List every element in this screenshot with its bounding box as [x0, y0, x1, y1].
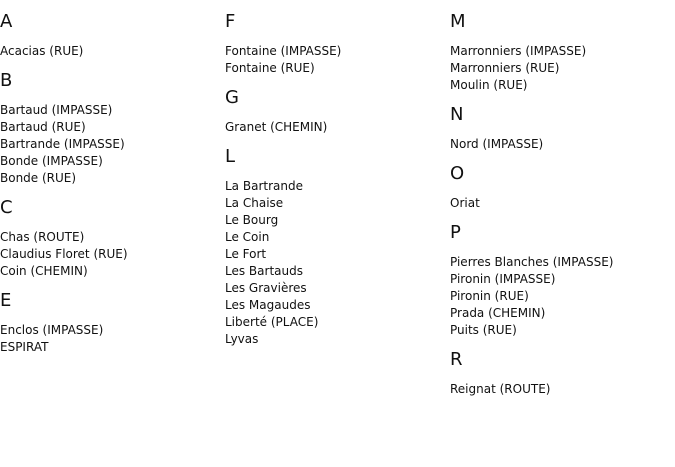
- letter-heading: L: [225, 146, 236, 167]
- street-name: Bartaud (IMPASSE): [0, 103, 113, 117]
- letter-group: [450, 103, 675, 153]
- street-name: Pironin (IMPASSE): [450, 272, 556, 286]
- street-list: [0, 43, 225, 60]
- letter-group: [0, 289, 225, 356]
- street-index-column-2: [225, 10, 450, 357]
- street-list: [225, 178, 450, 348]
- street-name: Bonde (IMPASSE): [0, 154, 103, 168]
- street-name: La Chaise: [225, 196, 284, 210]
- street-list: [0, 322, 225, 356]
- letter-group: [225, 86, 450, 136]
- street-list: [450, 43, 675, 94]
- street-name: Coin (CHEMIN): [0, 264, 88, 278]
- street-name: Marronniers (RUE): [450, 61, 560, 75]
- street-list: [0, 229, 225, 280]
- letter-group: [450, 162, 675, 212]
- street-name: Reignat (ROUTE): [450, 382, 551, 396]
- street-name: Nord (IMPASSE): [450, 137, 544, 151]
- street-name: Fontaine (RUE): [225, 61, 315, 75]
- street-name: Les Bartauds: [225, 264, 303, 278]
- street-name: La Bartrande: [225, 179, 303, 193]
- street-name: Marronniers (IMPASSE): [450, 44, 587, 58]
- letter-heading: E: [0, 290, 12, 311]
- street-name: Bonde (RUE): [0, 171, 77, 185]
- street-list: [225, 43, 450, 77]
- letter-heading: O: [450, 163, 465, 184]
- street-list: [450, 381, 675, 398]
- street-name: Moulin (RUE): [450, 78, 528, 92]
- letter-group: [225, 145, 450, 348]
- street-name: Oriat: [450, 196, 480, 210]
- street-index-column-3: [450, 10, 675, 407]
- street-name: Granet (CHEMIN): [225, 120, 328, 134]
- street-name: Enclos (IMPASSE): [0, 323, 104, 337]
- letter-group: [450, 10, 675, 94]
- letter-heading: P: [450, 222, 461, 243]
- street-name: ESPIRAT: [0, 340, 49, 354]
- street-name: Acacias (RUE): [0, 44, 84, 58]
- letter-heading: M: [450, 11, 466, 32]
- street-name: Claudius Floret (RUE): [0, 247, 128, 261]
- street-name: Liberté (PLACE): [225, 315, 319, 329]
- street-list: [450, 195, 675, 212]
- street-name: Le Bourg: [225, 213, 279, 227]
- street-name: Fontaine (IMPASSE): [225, 44, 342, 58]
- letter-group: [0, 196, 225, 280]
- letter-heading: F: [225, 11, 236, 32]
- street-name: Les Gravières: [225, 281, 307, 295]
- letter-heading: B: [0, 70, 13, 91]
- street-index-column-1: [0, 10, 225, 365]
- letter-heading: A: [0, 11, 13, 32]
- street-list: [225, 119, 450, 136]
- street-list: [450, 136, 675, 153]
- letter-heading: C: [0, 197, 13, 218]
- street-name: Bartrande (IMPASSE): [0, 137, 125, 151]
- street-name: Bartaud (RUE): [0, 120, 86, 134]
- street-name: Le Coin: [225, 230, 270, 244]
- street-name: Chas (ROUTE): [0, 230, 85, 244]
- street-name: Les Magaudes: [225, 298, 311, 312]
- letter-heading: N: [450, 104, 464, 125]
- letter-heading: R: [450, 349, 463, 370]
- letter-heading: G: [225, 87, 239, 108]
- street-name: Prada (CHEMIN): [450, 306, 546, 320]
- street-name: Pierres Blanches (IMPASSE): [450, 255, 614, 269]
- letter-group: [0, 69, 225, 187]
- letter-group: [225, 10, 450, 77]
- letter-group: [450, 221, 675, 339]
- street-list: [450, 254, 675, 339]
- street-name: Puits (RUE): [450, 323, 517, 337]
- street-name: Lyvas: [225, 332, 259, 346]
- street-name: Pironin (RUE): [450, 289, 529, 303]
- letter-group: [0, 10, 225, 60]
- street-list: [0, 102, 225, 187]
- letter-group: [450, 348, 675, 398]
- street-name: Le Fort: [225, 247, 267, 261]
